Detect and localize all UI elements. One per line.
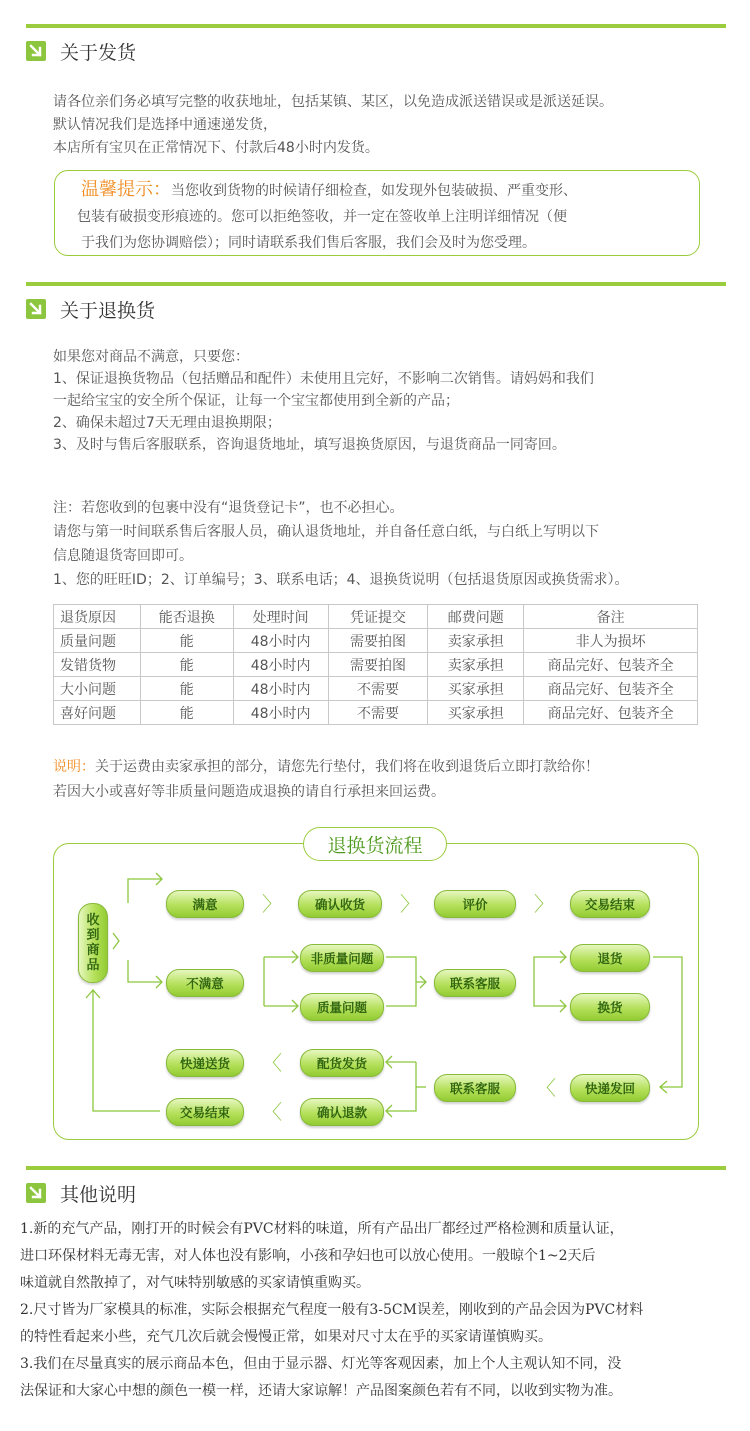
table-cell: 卖家承担: [428, 653, 524, 677]
text-line: 默认情况我们是选择中通速递发货，: [53, 117, 277, 133]
table-cell: 商品完好、包装齐全: [524, 701, 698, 725]
flow-step-confirm-receipt: 确认收货: [298, 890, 382, 918]
table-cell: 48小时内: [233, 629, 328, 653]
flow-step-prepare-ship: 配货发货: [300, 1049, 384, 1077]
text-line: 如果您对商品不满意，只要您：: [53, 349, 249, 365]
table-cell: 能: [140, 629, 233, 653]
table-cell: 能: [140, 677, 233, 701]
table-header: 处理时间: [233, 605, 328, 629]
text-line: 请您与第一时间联系售后客服人员，确认退货地址，并自备任意白纸，与白纸上写明以下: [53, 524, 599, 540]
table-header: 备注: [524, 605, 698, 629]
text-line: 请各位亲们务必填写完整的收获地址，包括某镇、某区，以免造成派送错误或是派送延误。: [53, 94, 613, 110]
other-text: [20, 1216, 732, 1405]
table-cell: 卖家承担: [428, 629, 524, 653]
section-title: 关于退换货: [60, 299, 156, 322]
section-title: 关于发货: [60, 41, 137, 64]
table-cell: 48小时内: [233, 653, 328, 677]
flow-step-express-back: 快递发回: [570, 1074, 650, 1102]
text-line: 注：若您收到的包裹中没有“退货登记卡”，也不必担心。: [53, 500, 404, 516]
text-line: 进口环保材料无毒无害，对人体也没有影响，小孩和孕妇也可以放心使用。一般晾个1~2天后: [20, 1248, 596, 1264]
text-line: 的特性看起来小些，充气几次后就会慢慢正常，如果对尺寸太在乎的买家请谨慎购买。: [20, 1329, 552, 1345]
text-line: 1、保证退换货物品（包括赠品和配件）未使用且完好，不影响二次销售。请妈妈和我们: [53, 371, 594, 387]
table-cell: 买家承担: [428, 701, 524, 725]
flow-step-deal-done-2: 交易结束: [166, 1098, 244, 1126]
flow-step-contact-service-2: 联系客服: [434, 1074, 516, 1102]
tip-text: 包装有破损变形痕迹的。您可以拒绝签收，并一定在签收单上注明详细情况（便: [77, 209, 567, 225]
table-cell: 大小问题: [54, 677, 141, 701]
section-title: 其他说明: [60, 1183, 137, 1206]
flow-step-quality: 质量问题: [300, 993, 384, 1021]
table-header: 能否退换: [140, 605, 233, 629]
text-line: 2、确保未超过7天无理由退换期限；: [53, 415, 281, 431]
flow-step-unsatisfied: 不满意: [166, 969, 244, 997]
flow-step-deal-done: 交易结束: [570, 890, 650, 918]
table-cell: 买家承担: [428, 677, 524, 701]
arrow-down-right-icon: [26, 1183, 46, 1203]
flow-step-exchange: 换货: [570, 993, 650, 1021]
table-cell: 能: [140, 653, 233, 677]
flow-step-return: 退货: [570, 944, 650, 972]
table-cell: 48小时内: [233, 677, 328, 701]
flow-step-receive: 收到商品: [78, 903, 108, 983]
text-line: 1.新的充气产品，刚打开的时候会有PVC材料的味道，所有产品出厂都经过严格检测和质量认证，: [20, 1221, 624, 1237]
table-cell: 需要拍图: [328, 629, 428, 653]
tip-label: 温馨提示：: [81, 179, 171, 200]
table-cell: 能: [140, 701, 233, 725]
table-header: 邮费问题: [428, 605, 524, 629]
flow-title: 退换货流程: [303, 827, 447, 861]
table-cell: 非人为损坏: [524, 629, 698, 653]
flow-step-satisfied: 满意: [166, 890, 244, 918]
note-label: 说明：: [53, 759, 95, 775]
chevron-left-icon: 〈: [536, 1076, 556, 1100]
text-line: 3.我们在尽量真实的展示商品本色，但由于显示器、灯光等客观因素，加上个人主观认知不同，没: [20, 1356, 622, 1372]
flow-step-contact-service: 联系客服: [434, 969, 516, 997]
text-line: 3、及时与售后客服联系，咨询退货地址，填写退换货原因，与退货商品一同寄回。: [53, 437, 566, 453]
chevron-right-icon: 〉: [534, 892, 554, 916]
chevron-left-icon: 〈: [262, 1100, 282, 1124]
flow-step-confirm-refund: 确认退款: [300, 1098, 384, 1126]
text-line: 味道就自然散掉了，对气味特别敏感的买家请慎重购买。: [20, 1275, 370, 1291]
section-divider: [26, 1166, 726, 1170]
table-cell: 质量问题: [54, 629, 141, 653]
text-line: 2.尺寸皆为厂家模具的标准，实际会根据充气程度一般有3-5CM误差，刚收到的产品会因为PVC材料: [20, 1302, 644, 1318]
flow-step-non-quality: 非质量问题: [300, 944, 384, 972]
table-cell: 商品完好、包装齐全: [524, 677, 698, 701]
text-line: 法保证和大家心中想的颜色一模一样，还请大家谅解！产品图案颜色若有不同，以收到实物为准。: [20, 1383, 622, 1399]
tip-text: 当您收到货物的时候请仔细检查，如发现外包装破损、严重变形、: [171, 183, 577, 199]
chevron-right-icon: 〉: [400, 892, 420, 916]
text-line: 信息随退货寄回即可。: [53, 548, 193, 564]
text-line: 1、您的旺旺ID；2、订单编号；3、联系电话；4、退换货说明（包括退货原因或换货需求）。: [53, 572, 629, 588]
table-header: 凭证提交: [328, 605, 428, 629]
table-cell: 48小时内: [233, 701, 328, 725]
table-cell: 需要拍图: [328, 653, 428, 677]
chevron-left-icon: 〈: [262, 1051, 282, 1075]
table-cell: 商品完好、包装齐全: [524, 653, 698, 677]
chevron-right-icon: 〉: [262, 892, 282, 916]
table-cell: 不需要: [328, 677, 428, 701]
tip-text: 于我们为您协调赔偿）；同时请联系我们售后客服，我们会及时为您受理。: [81, 235, 536, 251]
text-line: 本店所有宝贝在正常情况下、付款后48小时内发货。: [53, 140, 379, 156]
table-cell: 不需要: [328, 701, 428, 725]
note-text: 若因大小或喜好等非质量问题造成退换的请自行承担来回运费。: [53, 784, 445, 800]
text-line: 一起给宝宝的安全所个保证，让每一个宝宝都使用到全新的产品；: [53, 393, 459, 409]
table-header: 退货原因: [54, 605, 141, 629]
flow-step-express-send: 快递送货: [166, 1049, 244, 1077]
table-cell: 喜好问题: [54, 701, 141, 725]
other-header: [26, 1180, 136, 1206]
flow-step-review: 评价: [434, 890, 516, 918]
note-text: 关于运费由卖家承担的部分，请您先行垫付，我们将在收到退货后立即打款给你！: [95, 759, 599, 775]
table-cell: 发错货物: [54, 653, 141, 677]
